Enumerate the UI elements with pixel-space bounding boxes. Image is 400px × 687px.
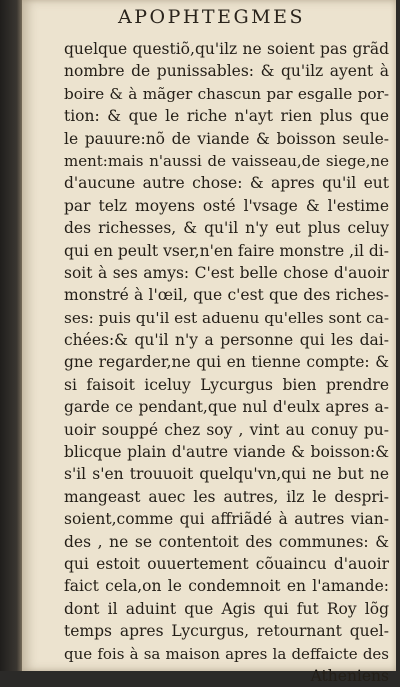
text-line: s'il s'en trouuoit quelqu'vn,qui ne but ne	[64, 465, 389, 484]
text-line: des richesses, & qu'il n'y eut plus celuy	[64, 219, 389, 238]
text-line: boire & à mãger chascun par esgalle por-	[64, 84, 389, 103]
text-line: chées:& qu'il n'y a personne qui les dai-	[64, 331, 389, 350]
book-spine-shadow	[0, 0, 24, 671]
text-line: le pauure:nõ de viande & boisson seule-	[64, 129, 389, 148]
catchword: Atheniens	[310, 666, 389, 685]
text-line: d'aucune autre chose: & apres qu'il eut	[64, 174, 389, 193]
text-line: mangeast auec les autres, ilz le despri-	[64, 487, 389, 506]
text-line: blicque plain d'autre viande & boisson:&	[64, 443, 389, 462]
text-line: gne regarder,ne qui en tienne compte: &	[64, 353, 389, 372]
text-line: dont il aduint que Agis qui fut Roy lõg	[64, 599, 389, 618]
page-text	[64, 38, 389, 687]
text-line: qui en peult vser,n'en faire monstre ,il di-	[64, 241, 389, 260]
text-line: que fois à sa maison apres la deffaicte des	[64, 644, 389, 663]
text-line: monstré à l'œil, que c'est que des riches-	[64, 286, 389, 305]
text-line: garde ce pendant,que nul d'eulx apres a-	[64, 398, 389, 417]
text-line: des , ne se contentoit des communes: &	[64, 532, 389, 551]
text-line: temps apres Lycurgus, retournant quel-	[64, 622, 389, 641]
text-line: par telz moyens osté l'vsage & l'estime	[64, 196, 389, 215]
text-line: nombre de punissables: & qu'ilz ayent à	[64, 62, 389, 81]
text-line: ment:mais n'aussi de vaisseau,de siege,ne	[64, 151, 389, 170]
text-line: soit à ses amys: C'est belle chose d'auoir	[64, 263, 389, 282]
text-line: uoir souppé chez soy , vint au conuy pu-	[64, 420, 389, 439]
text-line: faict cela,on le condemnoit en l'amande:	[64, 577, 389, 596]
running-header: APOPHTEGMES	[118, 6, 305, 28]
text-line: soient,comme qui affriãdé à autres vian-	[64, 510, 389, 529]
text-line: ses: puis qu'il est aduenu qu'elles sont ca-	[64, 308, 389, 327]
text-line: si faisoit iceluy Lycurgus bien prendre	[64, 375, 389, 394]
text-line: tion: & que le riche n'ayt rien plus que	[64, 107, 389, 126]
text-line: qui estoit ouuertement cõuaincu d'auoir	[64, 554, 389, 573]
text-line: quelque questiõ,qu'ilz ne soient pas grãd	[64, 40, 389, 58]
